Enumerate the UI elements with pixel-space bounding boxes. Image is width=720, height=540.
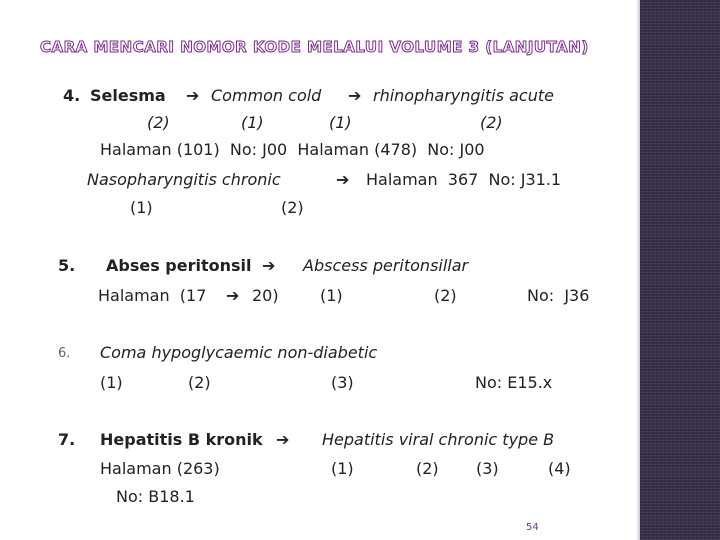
item-6-coma: Coma hypoglycaemic non-diabetic bbox=[100, 343, 378, 362]
arrow-icon: ➔ bbox=[186, 86, 200, 105]
item-5-code: No: J36 bbox=[527, 286, 590, 305]
item-6-marker: (1) bbox=[100, 373, 123, 392]
page-number: 54 bbox=[526, 522, 539, 533]
arrow-icon: ➔ bbox=[276, 430, 290, 449]
decorative-sidebar bbox=[640, 0, 720, 540]
item-4-number: 4. bbox=[63, 86, 81, 105]
item-7-code: No: B18.1 bbox=[116, 487, 195, 506]
sidebar-edge bbox=[636, 0, 640, 540]
item-4-rhino: rhinopharyngitis acute bbox=[373, 86, 554, 105]
item-4-marker: (1) bbox=[329, 113, 352, 132]
item-5-abses: Abses peritonsil bbox=[106, 256, 252, 275]
item-4-naso-marker: (1) bbox=[130, 198, 153, 217]
item-5-marker: (1) bbox=[320, 286, 343, 305]
item-7-hep: Hepatitis B kronik bbox=[100, 430, 263, 449]
page-title: CARA MENCARI NOMOR KODE MELALUI VOLUME 3 (LANJUTAN) bbox=[40, 38, 589, 56]
item-6-marker: (2) bbox=[188, 373, 211, 392]
item-6-code: No: E15.x bbox=[475, 373, 553, 392]
item-4-naso-marker: (2) bbox=[281, 198, 304, 217]
arrow-icon: ➔ bbox=[226, 286, 240, 305]
item-6-marker: (3) bbox=[331, 373, 354, 392]
item-7-halaman: Halaman (263) bbox=[100, 459, 220, 478]
item-6-number: 6. bbox=[58, 346, 71, 361]
item-4-reference-line: Halaman (101) No: J00 Halaman (478) No: J00 bbox=[100, 140, 485, 159]
item-5-halaman-start: Halaman (17 bbox=[98, 286, 207, 305]
item-7-marker: (2) bbox=[416, 459, 439, 478]
item-7-marker: (1) bbox=[331, 459, 354, 478]
arrow-icon: ➔ bbox=[336, 170, 350, 189]
item-4-common-cold: Common cold bbox=[211, 86, 322, 105]
item-5-abscess: Abscess peritonsillar bbox=[303, 256, 469, 275]
item-7-marker: (4) bbox=[548, 459, 571, 478]
item-7-marker: (3) bbox=[476, 459, 499, 478]
item-5-halaman-end: 20) bbox=[252, 286, 279, 305]
arrow-icon: ➔ bbox=[262, 256, 276, 275]
item-4-naso-reference: Halaman 367 No: J31.1 bbox=[366, 170, 562, 189]
item-5-marker: (2) bbox=[434, 286, 457, 305]
item-4-marker: (1) bbox=[241, 113, 264, 132]
item-4-naso: Nasopharyngitis chronic bbox=[87, 170, 281, 189]
item-4-marker: (2) bbox=[480, 113, 503, 132]
item-5-number: 5. bbox=[58, 256, 76, 275]
arrow-icon: ➔ bbox=[348, 86, 362, 105]
item-7-number: 7. bbox=[58, 430, 76, 449]
item-4-selesma: Selesma bbox=[90, 86, 166, 105]
item-7-hep-viral: Hepatitis viral chronic type B bbox=[322, 430, 555, 449]
item-4-marker: (2) bbox=[147, 113, 170, 132]
